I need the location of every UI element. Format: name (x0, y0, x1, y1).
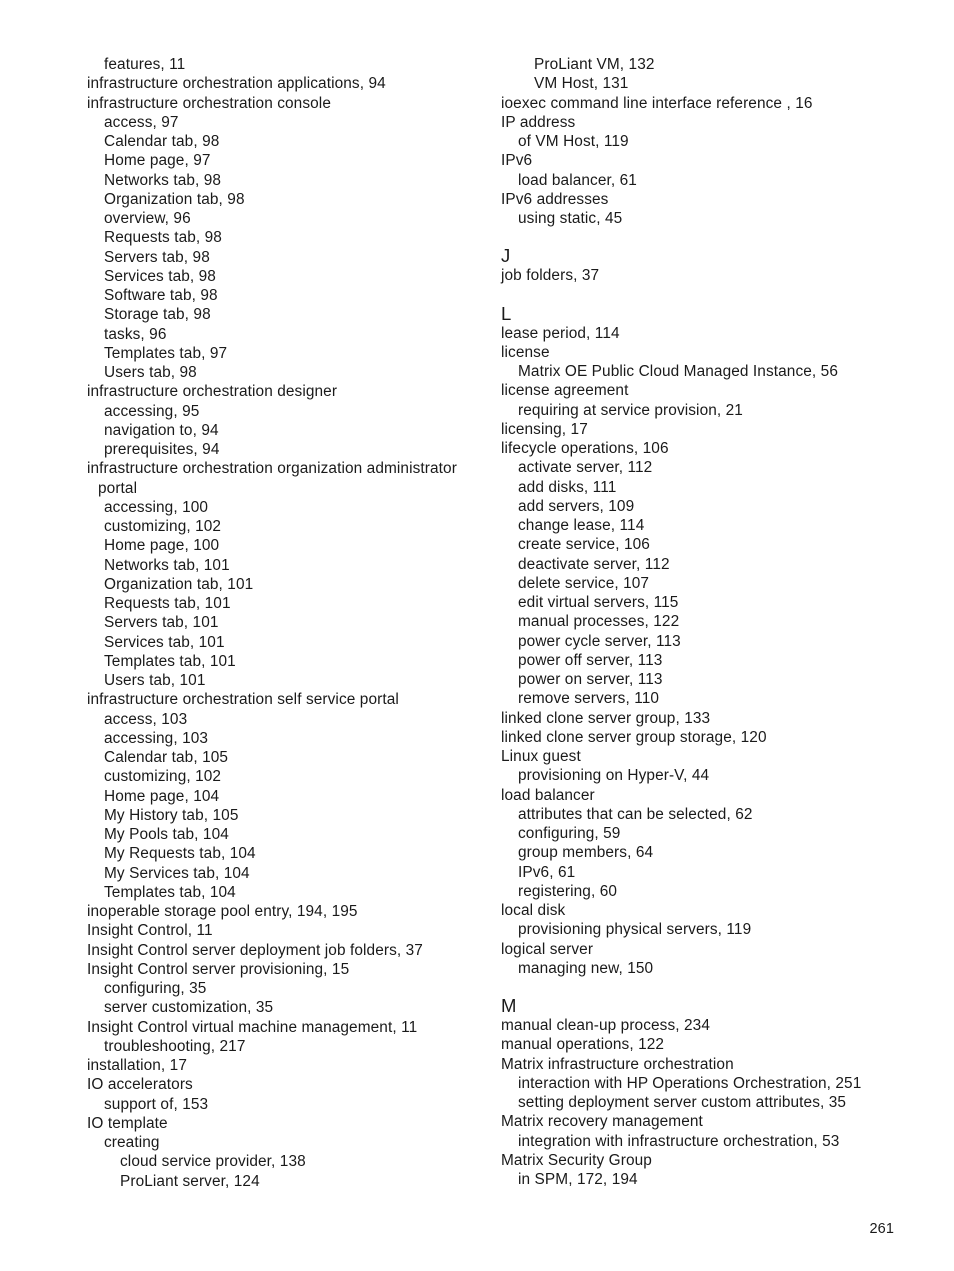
index-subentry: delete service, 107 (518, 574, 650, 592)
index-subentry: accessing, 95 (104, 402, 200, 420)
index-subentry: My History tab, 105 (104, 806, 239, 824)
index-entry: Insight Control server provisioning, 15 (87, 960, 350, 978)
index-subentry: power on server, 113 (518, 671, 663, 688)
index-subentry: remove servers, 110 (518, 690, 660, 708)
index-entry: linked clone server group storage, 120 (501, 728, 767, 746)
index-subentry: add disks, 111 (518, 478, 617, 496)
index-subentry: Requests tab, 98 (104, 229, 222, 247)
index-subentry: of VM Host, 119 (518, 133, 629, 150)
index-entry: lifecycle operations, 106 (501, 440, 669, 457)
index-entry: infrastructure orchestration organization administrator (87, 460, 457, 478)
index-subentry: Users tab, 101 (104, 672, 206, 689)
index-subentry: Templates tab, 97 (104, 344, 228, 362)
index-subentry: create service, 106 (518, 536, 650, 554)
index-entry: license (501, 343, 550, 361)
index-subentry: VM Host, 131 (534, 75, 629, 93)
index-subentry: configuring, 35 (104, 980, 207, 997)
index-subentry: customizing, 102 (104, 768, 222, 786)
index-entry: infrastructure orchestration console (87, 94, 331, 112)
index-subentry: Storage tab, 98 (104, 306, 211, 324)
index-subentry: Templates tab, 104 (104, 883, 236, 901)
index-entry: Matrix recovery management (501, 1113, 703, 1131)
index-subentry: group members, 64 (518, 844, 654, 862)
index-entry: infrastructure orchestration applications, 94 (87, 75, 386, 93)
index-subentry: Software tab, 98 (104, 287, 218, 304)
index-entry: manual operations, 122 (501, 1036, 665, 1054)
index-entry: Linux guest (501, 748, 581, 765)
index-entry: installation, 17 (87, 1057, 187, 1074)
index-subentry: Servers tab, 101 (104, 614, 219, 632)
index-subentry: add servers, 109 (518, 497, 635, 515)
index-subentry: Services tab, 101 (104, 633, 225, 651)
index-column-right (501, 55, 901, 1189)
index-entry: IPv6 addresses (501, 190, 609, 208)
index-subentry: customizing, 102 (104, 518, 222, 535)
index-entry: manual clean-up process, 234 (501, 1017, 710, 1034)
index-section-letter: M (501, 995, 517, 1016)
index-subentry: edit virtual servers, 115 (518, 594, 679, 611)
index-subentry: deactivate server, 112 (518, 555, 670, 573)
index-subentry: Home page, 100 (104, 537, 220, 555)
index-entry: inoperable storage pool entry, 194, 195 (87, 903, 358, 920)
index-subentry: Templates tab, 101 (104, 652, 236, 670)
index-subentry: in SPM, 172, 194 (518, 1171, 638, 1188)
index-subentry: Services tab, 98 (104, 267, 216, 285)
index-subentry: provisioning physical servers, 119 (518, 921, 752, 939)
index-entry: load balancer (501, 786, 595, 804)
index-entry: Insight Control virtual machine management, 11 (87, 1018, 418, 1036)
index-subentry: Matrix OE Public Cloud Managed Instance, 56 (518, 363, 838, 380)
index-entry: linked clone server group, 133 (501, 709, 711, 727)
index-subentry: tasks, 96 (104, 325, 167, 343)
index-subentry: access, 97 (104, 113, 179, 131)
index-subentry: creating (104, 1134, 160, 1151)
index-subentry: power cycle server, 113 (518, 632, 681, 650)
index-subentry: activate server, 112 (518, 459, 653, 477)
index-subentry: power off server, 113 (518, 651, 663, 669)
index-subentry: Networks tab, 101 (104, 556, 230, 574)
index-entry: local disk (501, 902, 566, 919)
index-subentry: registering, 60 (518, 882, 618, 900)
index-entry: Insight Control, 11 (87, 922, 213, 940)
index-subentry: provisioning on Hyper-V, 44 (518, 767, 710, 785)
index-entry: logical server (501, 940, 594, 958)
index-entry: IP address (501, 113, 576, 131)
index-entry: job folders, 37 (501, 267, 600, 285)
index-subentry: accessing, 103 (104, 729, 209, 747)
index-subentry: setting deployment server custom attributes, 35 (518, 1094, 847, 1111)
index-subentry: support of, 153 (104, 1095, 209, 1113)
index-entry: IO template (87, 1114, 168, 1132)
index-subentry: overview, 96 (104, 210, 191, 227)
index-section-letter: L (501, 302, 512, 324)
index-subentry: prerequisites, 94 (104, 441, 220, 458)
index-subentry: ProLiant server, 124 (120, 1172, 260, 1190)
index-subentry: load balancer, 61 (518, 171, 637, 189)
index-subentry: Organization tab, 101 (104, 575, 254, 593)
index-entry: infrastructure orchestration self service portal (87, 691, 399, 709)
index-entry: lease period, 114 (501, 324, 620, 342)
index-entry: licensing, 17 (501, 420, 588, 438)
index-subentry: integration with infrastructure orchestration, 53 (518, 1132, 840, 1150)
index-column-left (87, 55, 477, 1191)
index-subentry: Home page, 97 (104, 152, 211, 170)
index-subentry: using static, 45 (518, 210, 623, 227)
index-entry: IO accelerators (87, 1076, 193, 1094)
index-subentry: Networks tab, 98 (104, 171, 222, 189)
index-entry: Matrix infrastructure orchestration (501, 1055, 734, 1073)
index-subentry: accessing, 100 (104, 498, 209, 516)
index-subentry: manual processes, 122 (518, 613, 680, 631)
index-entry: portal (98, 479, 138, 497)
page-number: 261 (869, 1221, 894, 1237)
index-subentry: attributes that can be selected, 62 (518, 805, 753, 823)
index-subentry: Calendar tab, 105 (104, 749, 229, 766)
index-subentry: navigation to, 94 (104, 421, 219, 439)
index-subentry: Servers tab, 98 (104, 248, 210, 266)
index-subentry: Home page, 104 (104, 787, 220, 805)
index-entry: ioexec command line interface reference , 16 (501, 94, 813, 112)
index-entry: license agreement (501, 382, 629, 400)
index-subentry: ProLiant VM, 132 (534, 56, 655, 73)
index-entry: IPv6 (501, 152, 533, 170)
index-subentry: My Services tab, 104 (104, 864, 250, 882)
index-subentry: IPv6, 61 (518, 863, 576, 881)
index-subentry: change lease, 114 (518, 517, 645, 534)
index-subentry: configuring, 59 (518, 825, 621, 842)
index-subentry: My Requests tab, 104 (104, 845, 256, 863)
index-entry: Insight Control server deployment job folders, 37 (87, 941, 423, 959)
index-subentry: Organization tab, 98 (104, 190, 245, 208)
index-entry: infrastructure orchestration designer (87, 383, 338, 401)
index-subentry: My Pools tab, 104 (104, 826, 229, 843)
index-subentry: Users tab, 98 (104, 364, 197, 381)
index-subentry: Calendar tab, 98 (104, 133, 220, 150)
index-subentry: requiring at service provision, 21 (518, 401, 743, 419)
index-subentry: managing new, 150 (518, 959, 654, 977)
index-entry: Matrix Security Group (501, 1151, 652, 1169)
index-subentry: server customization, 35 (104, 999, 274, 1017)
index-subentry: troubleshooting, 217 (104, 1037, 246, 1055)
index-subentry: cloud service provider, 138 (120, 1153, 306, 1171)
index-subentry: features, 11 (104, 56, 186, 73)
index-subentry: interaction with HP Operations Orchestration, 251 (518, 1074, 862, 1092)
index-section-letter: J (501, 245, 511, 267)
index-subentry: Requests tab, 101 (104, 595, 231, 612)
index-subentry: access, 103 (104, 710, 188, 728)
